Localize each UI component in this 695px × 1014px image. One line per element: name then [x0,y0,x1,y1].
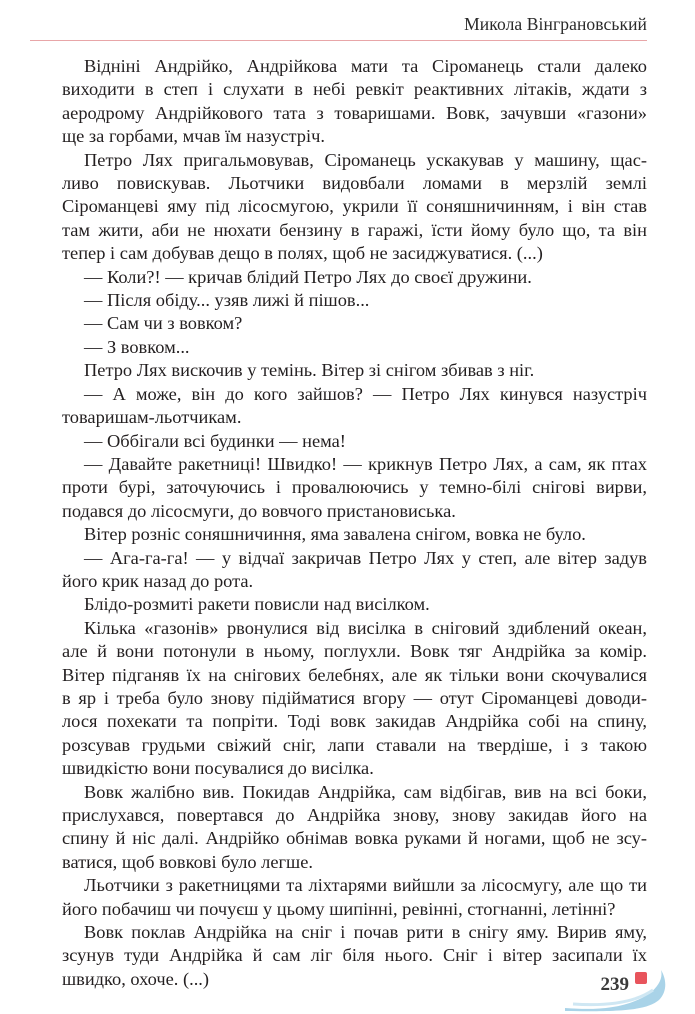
text-line: його побачиш чи почуєш у цьому шипінні, ревінні, стогнанні, летінні? [62,898,616,919]
text-line: спину й ніс далі. Андрійко обнімав вовка руками й ногами, щоб не зсу- [62,828,647,849]
page-number: 239 [600,974,629,995]
text-line: Блідо-розмиті ракети повисли над висілком. [84,594,430,615]
text-line: Петро Лях вискочив у темінь. Вітер зі снігом збивав з ніг. [84,360,535,381]
text-line: ливо повискував. Льотчики видовбали ломами в мерзлій землі [62,173,647,194]
paragraph [62,453,647,523]
text-line: Вітер розніс соняшничиння, яма завалена снігом, вовка не було. [84,524,586,545]
page-number-area [563,964,673,1012]
text-line: тепер і сам добував дещо в полях, щоб не засиджуватися. (...) [62,243,543,264]
paragraph [62,593,647,616]
text-line: Вовк поклав Андрійка на сніг і почав рити в снігу яму. Вирив яму, [84,922,647,943]
text-line: Сіроманцеві яму під лісосмугою, укрили її соняшничинням, і він став [62,196,647,217]
running-header-author: Микола Вінграновський [464,14,647,34]
text-line: — Після обіду... узяв лижі й пішов... [84,290,370,311]
text-line: — Оббігали всі будинки — нема! [84,430,346,451]
text-line: подався до лісосмуги, до вовчого пристановиська. [62,500,456,521]
text-line: проти бурі, заточуючись і провалюючись у темно-білі снігові вирви, [62,477,647,498]
text-line: Кілька «газонів» рвонулися від висілка в сніговий здиблений океан, [84,617,647,638]
text-line: — Сам чи з вовком? [84,313,243,334]
text-line: Петро Лях пригальмовував, Сіроманець ускакував у машину, щас- [84,149,647,170]
page-marker-icon [635,972,647,984]
text-line: — З вовком... [84,336,190,357]
text-line: — Ага-га-га! — у відчаї закричав Петро Лях у степ, але вітер задув [84,547,647,568]
paragraph [62,383,647,430]
text-line: швидко, охоче. (...) [62,968,210,989]
text-line: — Коли?! — кричав блідий Петро Лях до своєї дружини. [84,266,532,287]
text-line: ватися, щоб вовкові було легше. [62,851,313,872]
paragraph [62,523,647,546]
paragraph [62,547,647,594]
text-line: товаришам-льотчикам. [62,407,242,428]
text-line: в яр і треба було знову підійматися вгору — отут Сіроманцеві доводи- [62,687,647,708]
header-divider [30,40,647,41]
story-text [62,55,647,991]
paragraph [62,359,647,382]
paragraph [62,289,647,312]
text-line: прислухався, повертався до Андрійка знову, знову закидав його на [62,805,647,825]
text-line: аеродрому Андрійкового тата з товаришами. Вовк, зачувши «газони» [62,102,647,123]
text-line: лося похекати та попріти. Тоді вовк закидав Андрійка собі на спину, [62,711,647,732]
text-line: Льотчики з ракетницями та ліхтарями вийшли за лісосмугу, але що ти [84,875,647,896]
text-line: Вітер підганяв їх на снігових белебнях, але як тільки вони скочувалися [62,664,647,685]
text-line: виходити в степ і слухати в небі ревкіт реактивних літаків, ждати з [62,79,647,100]
text-line: зсунув туди Андрійка й сам ліг біля нього. Сніг і вітер засипали їх [62,945,647,966]
text-line: ще за горбами, мчав їм назустріч. [62,126,325,147]
paragraph [62,921,647,991]
text-line: його крик назад до рота. [62,570,254,591]
paragraph [62,617,647,781]
paragraph [62,266,647,289]
text-line: — А може, він до кого зайшов? — Петро Лях кинувся назустріч [84,383,647,404]
text-line: Вовк жалібно вив. Покидав Андрійка, сам відбігав, вив на всі боки, [84,781,647,802]
paragraph [62,149,647,266]
text-line: — Давайте ракетниці! Швидко! — крикнув Петро Лях, а сам, як птах [84,453,647,474]
paragraph [62,55,647,149]
paragraph [62,430,647,453]
text-line: розсував грудьми свіжий сніг, лапи ставали на твердіше, і з такою [62,734,647,755]
text-line: там жити, аби не нюхати бензину в гаражі, їсти йому було що, та він [62,219,647,240]
paragraph [62,336,647,359]
text-line: швидкістю вони посувалися до висілка. [62,758,374,779]
paragraph [62,312,647,335]
text-line: Відніні Андрійко, Андрійкова мати та Сіроманець стали далеко [84,56,647,76]
paragraph [62,874,647,921]
text-line: але й вони потонули в ньому, поглухли. Вовк тяг Андрійка за комір. [62,641,647,662]
paragraph [62,781,647,875]
